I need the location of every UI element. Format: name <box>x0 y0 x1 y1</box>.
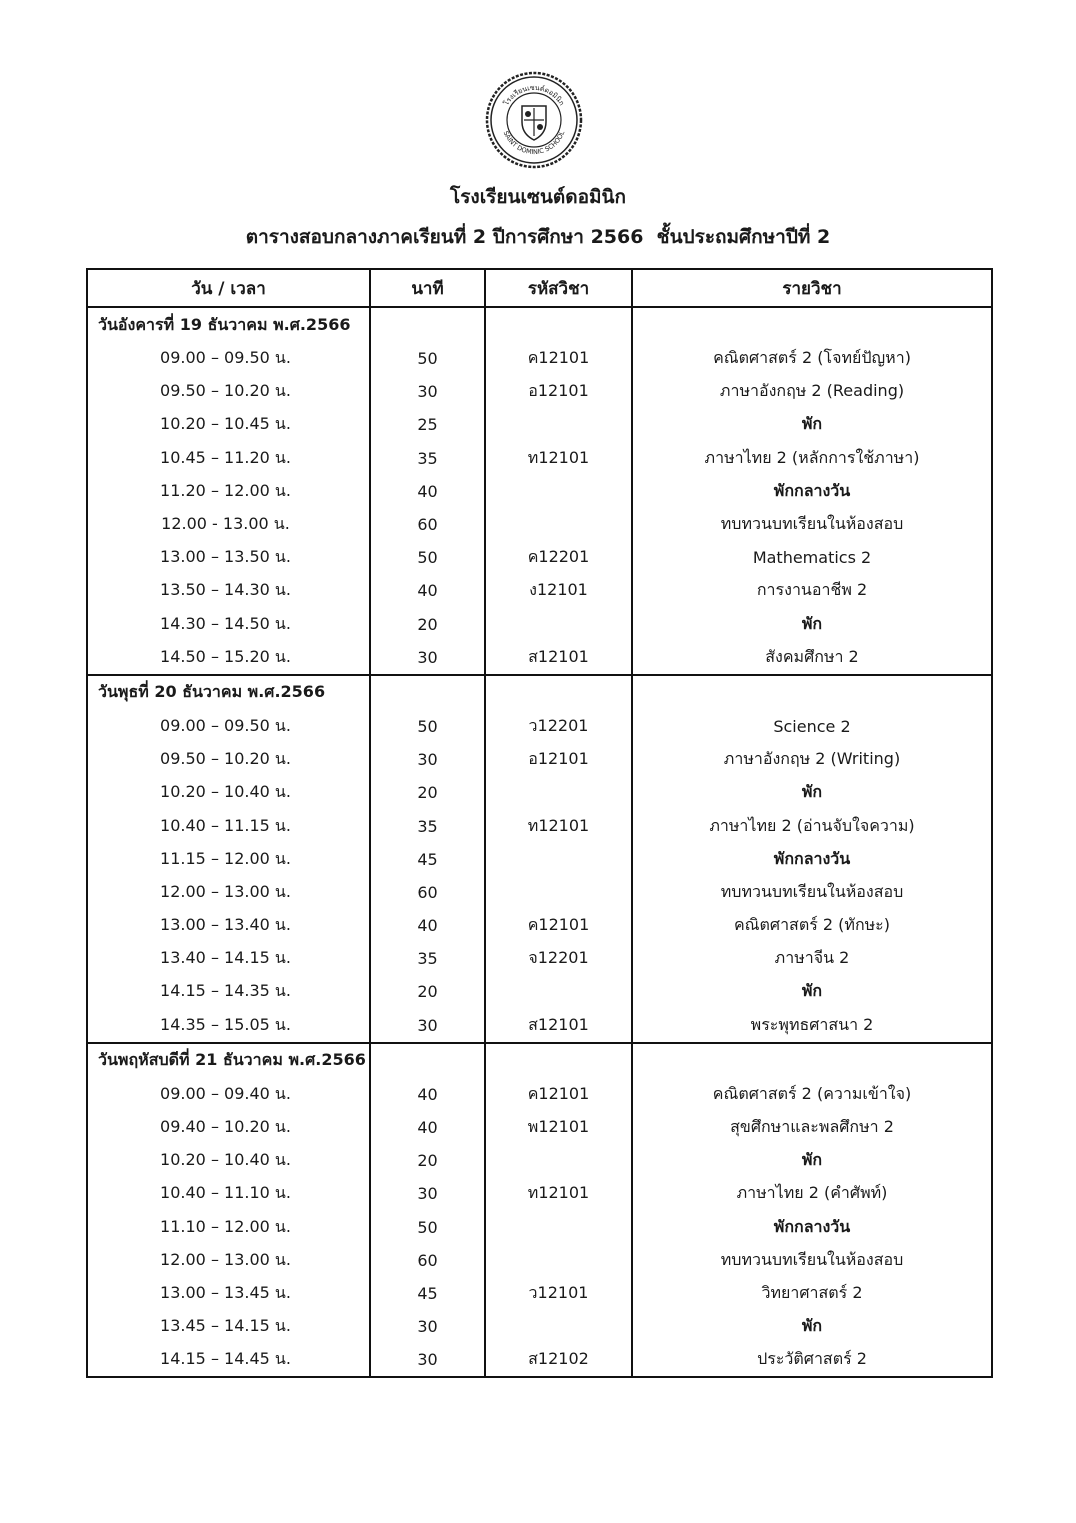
table-row <box>87 975 992 1008</box>
empty-cell <box>632 675 992 710</box>
day-header-row <box>87 675 992 710</box>
column-header-minutes: นาที <box>370 269 485 307</box>
subject-cell: Science 2 <box>632 710 992 743</box>
subject-cell: สุขศึกษาและพลศึกษา 2 <box>632 1111 992 1144</box>
subject-cell: ทบทวนบทเรียนในห้องสอบ <box>632 1244 992 1277</box>
table-row <box>87 375 992 408</box>
table-row <box>87 710 992 743</box>
minutes-cell: 35 <box>370 942 485 975</box>
minutes-cell: 35 <box>370 809 485 842</box>
table-row <box>87 909 992 942</box>
minutes-cell: 20 <box>370 776 485 809</box>
time-cell: 09.00 – 09.50 น. <box>87 342 370 375</box>
time-cell: 10.40 – 11.10 น. <box>87 1177 370 1210</box>
subject-cell: คณิตศาสตร์ 2 (ความเข้าใจ) <box>632 1078 992 1111</box>
empty-cell <box>370 307 485 342</box>
table-row <box>87 1310 992 1343</box>
table-row <box>87 608 992 641</box>
subject-cell: สังคมศึกษา 2 <box>632 641 992 675</box>
minutes-cell: 50 <box>370 1211 485 1244</box>
table-row <box>87 508 992 541</box>
minutes-cell: 50 <box>370 541 485 574</box>
subject-code-cell: ค12101 <box>485 1078 632 1111</box>
subject-code-cell: ส12101 <box>485 641 632 675</box>
subject-cell: พักกลางวัน <box>632 843 992 876</box>
subject-cell: ประวัติศาสตร์ 2 <box>632 1343 992 1377</box>
subject-code-cell <box>485 776 632 809</box>
subject-code-cell: ส12101 <box>485 1009 632 1043</box>
day-label: วันพุธที่ 20 ธันวาคม พ.ศ.2566 <box>87 675 370 710</box>
table-row <box>87 541 992 574</box>
table-row <box>87 475 992 508</box>
minutes-cell: 20 <box>370 1144 485 1177</box>
subject-code-cell <box>485 1211 632 1244</box>
table-header-row <box>87 269 992 307</box>
time-cell: 11.15 – 12.00 น. <box>87 843 370 876</box>
time-cell: 14.15 – 14.45 น. <box>87 1343 370 1377</box>
table-row <box>87 809 992 842</box>
empty-cell <box>485 1043 632 1078</box>
subject-cell: คณิตศาสตร์ 2 (โจทย์ปัญหา) <box>632 342 992 375</box>
empty-cell <box>632 307 992 342</box>
subject-cell: พัก <box>632 776 992 809</box>
time-cell: 12.00 – 13.00 น. <box>87 876 370 909</box>
time-cell: 12.00 - 13.00 น. <box>87 508 370 541</box>
table-row <box>87 942 992 975</box>
subject-cell: พักกลางวัน <box>632 1211 992 1244</box>
subject-cell: ภาษาไทย 2 (คำศัพท์) <box>632 1177 992 1210</box>
minutes-cell: 30 <box>370 1343 485 1377</box>
table-row <box>87 342 992 375</box>
table-row <box>87 1009 992 1043</box>
table-row <box>87 574 992 607</box>
minutes-cell: 25 <box>370 408 485 441</box>
subject-code-cell <box>485 1144 632 1177</box>
subject-cell: ภาษาอังกฤษ 2 (Writing) <box>632 743 992 776</box>
subject-cell: วิทยาศาสตร์ 2 <box>632 1277 992 1310</box>
subject-cell: ภาษาไทย 2 (หลักการใช้ภาษา) <box>632 442 992 475</box>
time-cell: 13.00 – 13.45 น. <box>87 1277 370 1310</box>
subject-cell: พัก <box>632 408 992 441</box>
table-row <box>87 1244 992 1277</box>
subject-code-cell <box>485 1244 632 1277</box>
table-row <box>87 442 992 475</box>
subject-code-cell <box>485 1310 632 1343</box>
minutes-cell: 30 <box>370 375 485 408</box>
minutes-cell: 40 <box>370 1111 485 1144</box>
table-row <box>87 776 992 809</box>
empty-cell <box>485 307 632 342</box>
time-cell: 09.50 – 10.20 น. <box>87 743 370 776</box>
minutes-cell: 30 <box>370 1009 485 1043</box>
time-cell: 10.20 – 10.45 น. <box>87 408 370 441</box>
subject-code-cell: ง12101 <box>485 574 632 607</box>
subject-cell: ภาษาไทย 2 (อ่านจับใจความ) <box>632 809 992 842</box>
subject-code-cell: ท12101 <box>485 442 632 475</box>
minutes-cell: 40 <box>370 1078 485 1111</box>
minutes-cell: 50 <box>370 342 485 375</box>
time-cell: 14.35 – 15.05 น. <box>87 1009 370 1043</box>
subject-cell: ภาษาอังกฤษ 2 (Reading) <box>632 375 992 408</box>
table-row <box>87 1078 992 1111</box>
time-cell: 14.30 – 14.50 น. <box>87 608 370 641</box>
minutes-cell: 30 <box>370 743 485 776</box>
minutes-cell: 40 <box>370 475 485 508</box>
subject-cell: พัก <box>632 1144 992 1177</box>
table-row <box>87 876 992 909</box>
table-row <box>87 843 992 876</box>
exam-title: ตารางสอบกลางภาคเรียนที่ 2 ปีการศึกษา 2566 ชั้นประถมศึกษาปีที่ 2 <box>245 226 831 248</box>
time-cell: 09.00 – 09.40 น. <box>87 1078 370 1111</box>
time-cell: 13.50 – 14.30 น. <box>87 574 370 607</box>
minutes-cell: 45 <box>370 843 485 876</box>
time-cell: 13.00 – 13.50 น. <box>87 541 370 574</box>
empty-cell <box>632 1043 992 1078</box>
day-header-row <box>87 307 992 342</box>
school-name: โรงเรียนเซนต์ดอมินิก <box>450 186 626 208</box>
minutes-cell: 60 <box>370 1244 485 1277</box>
subject-code-cell <box>485 508 632 541</box>
minutes-cell: 30 <box>370 641 485 675</box>
svg-text:SAINT DOMINIC SCHOOL: SAINT DOMINIC SCHOOL <box>501 129 567 157</box>
time-cell: 14.15 – 14.35 น. <box>87 975 370 1008</box>
table-row <box>87 743 992 776</box>
time-cell: 09.40 – 10.20 น. <box>87 1111 370 1144</box>
table-row <box>87 1177 992 1210</box>
subject-cell: ทบทวนบทเรียนในห้องสอบ <box>632 876 992 909</box>
minutes-cell: 30 <box>370 1177 485 1210</box>
empty-cell <box>370 1043 485 1078</box>
subject-code-cell: ท12101 <box>485 809 632 842</box>
minutes-cell: 60 <box>370 508 485 541</box>
subject-code-cell: พ12101 <box>485 1111 632 1144</box>
column-header-day-time: วัน / เวลา <box>87 269 370 307</box>
time-cell: 10.40 – 11.15 น. <box>87 809 370 842</box>
time-cell: 10.45 – 11.20 น. <box>87 442 370 475</box>
column-header-subject: รายวิชา <box>632 269 992 307</box>
table-row <box>87 408 992 441</box>
time-cell: 10.20 – 10.40 น. <box>87 776 370 809</box>
subject-code-cell: ว12101 <box>485 1277 632 1310</box>
time-cell: 13.00 – 13.40 น. <box>87 909 370 942</box>
time-cell: 11.10 – 12.00 น. <box>87 1211 370 1244</box>
minutes-cell: 45 <box>370 1277 485 1310</box>
table-row <box>87 641 992 675</box>
subject-cell: พระพุทธศาสนา 2 <box>632 1009 992 1043</box>
day-label: วันอังคารที่ 19 ธันวาคม พ.ศ.2566 <box>87 307 370 342</box>
minutes-cell: 40 <box>370 909 485 942</box>
subject-cell: Mathematics 2 <box>632 541 992 574</box>
table-row <box>87 1144 992 1177</box>
subject-code-cell: จ12201 <box>485 942 632 975</box>
time-cell: 09.00 – 09.50 น. <box>87 710 370 743</box>
school-logo <box>484 70 584 170</box>
table-row <box>87 1111 992 1144</box>
subject-code-cell <box>485 408 632 441</box>
subject-code-cell <box>485 876 632 909</box>
time-cell: 09.50 – 10.20 น. <box>87 375 370 408</box>
column-header-subject-code: รหัสวิชา <box>485 269 632 307</box>
time-cell: 14.50 – 15.20 น. <box>87 641 370 675</box>
minutes-cell: 30 <box>370 1310 485 1343</box>
minutes-cell: 50 <box>370 710 485 743</box>
subject-cell: การงานอาชีพ 2 <box>632 574 992 607</box>
minutes-cell: 20 <box>370 975 485 1008</box>
subject-cell: ภาษาจีน 2 <box>632 942 992 975</box>
subject-code-cell: ส12102 <box>485 1343 632 1377</box>
minutes-cell: 35 <box>370 442 485 475</box>
day-header-row <box>87 1043 992 1078</box>
day-label: วันพฤหัสบดีที่ 21 ธันวาคม พ.ศ.2566 <box>87 1043 370 1078</box>
empty-cell <box>370 675 485 710</box>
time-cell: 10.20 – 10.40 น. <box>87 1144 370 1177</box>
subject-cell: พักกลางวัน <box>632 475 992 508</box>
time-cell: 13.45 – 14.15 น. <box>87 1310 370 1343</box>
subject-code-cell: ท12101 <box>485 1177 632 1210</box>
subject-code-cell: ว12201 <box>485 710 632 743</box>
table-body <box>87 307 992 1377</box>
subject-cell: พัก <box>632 1310 992 1343</box>
exam-schedule-table <box>86 268 993 1378</box>
minutes-cell: 20 <box>370 608 485 641</box>
minutes-cell: 40 <box>370 574 485 607</box>
minutes-cell: 60 <box>370 876 485 909</box>
subject-code-cell <box>485 608 632 641</box>
subject-code-cell <box>485 843 632 876</box>
table-row <box>87 1343 992 1377</box>
time-cell: 13.40 – 14.15 น. <box>87 942 370 975</box>
subject-code-cell: อ12101 <box>485 375 632 408</box>
table-row <box>87 1277 992 1310</box>
time-cell: 12.00 – 13.00 น. <box>87 1244 370 1277</box>
subject-cell: พัก <box>632 975 992 1008</box>
subject-code-cell <box>485 975 632 1008</box>
subject-code-cell: ค12101 <box>485 342 632 375</box>
subject-cell: ทบทวนบทเรียนในห้องสอบ <box>632 508 992 541</box>
empty-cell <box>485 675 632 710</box>
svg-text:โรงเรียนเซนต์ดอมินิก: โรงเรียนเซนต์ดอมินิก <box>502 83 566 108</box>
school-seal-icon <box>484 70 584 170</box>
subject-code-cell <box>485 475 632 508</box>
subject-code-cell: ค12201 <box>485 541 632 574</box>
subject-code-cell: ค12101 <box>485 909 632 942</box>
time-cell: 11.20 – 12.00 น. <box>87 475 370 508</box>
table-row <box>87 1211 992 1244</box>
subject-code-cell: อ12101 <box>485 743 632 776</box>
subject-cell: คณิตศาสตร์ 2 (ทักษะ) <box>632 909 992 942</box>
subject-cell: พัก <box>632 608 992 641</box>
